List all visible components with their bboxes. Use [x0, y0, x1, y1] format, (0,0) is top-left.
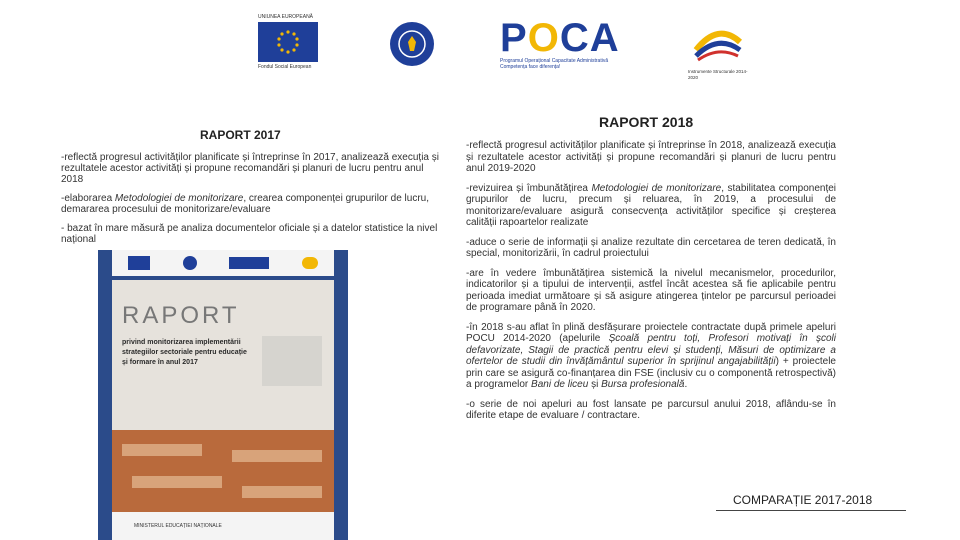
poca-slogan: Competența face diferența! [500, 64, 561, 70]
structural-instruments-caption: Instrumente Structurale 2014-2020 [688, 69, 748, 80]
report-2018-point-5: -în 2018 s-au aflat în plină desfășurare proiectele contractate după primele apeluri POCU 2014-2020 (apelurile Școală pentru toți, Profesori motivați în școli defavorizate, Stagii de practică pentru elevi și studenți, Măsuri de optimizare a ofertelor de studii din învățământul superior în sprijinul angajabilității) + proiectele prin care se asigură co-finanțarea din FSE (inclusiv cu o componentă retrospectivă) a programelor Bani de liceu și Bursa profesională. [466, 321, 836, 390]
report-2018-point-3: -aduce o serie de informații și analize rezultate din cercetarea de teren dedicată, în special, monitorizării, în cadrul proiectului [466, 236, 836, 259]
footer-divider [716, 510, 906, 511]
report-2017-point-3: - bazat în mare măsură pe analiza documentelor oficiale și a datelor statistice la nivel național [61, 223, 438, 245]
poca-letters-ca: CA [559, 16, 620, 60]
romanian-government-seal-logo [390, 22, 434, 66]
eu-flag-logo [258, 22, 318, 62]
report-2017-cover-photo [98, 250, 348, 540]
cover-board-image [262, 336, 322, 386]
poca-logo [500, 18, 630, 78]
report-2018-point-4: -are în vedere îmbunătățirea sistemică la nivelul mecanismelor, procedurilor, indicatorilor și a tipului de intervenții, astfel încât acestea să fie aplicabile pentru perioada imediat următoare și să asigure atingerea țintelor pe parcursul perioadei de programare până în 2020. [466, 267, 836, 313]
title-raport-2018: RAPORT 2018 [599, 114, 694, 130]
cover-classroom-image [112, 430, 334, 512]
eu-caption: UNIUNEA EUROPEANĂ [258, 14, 314, 20]
title-raport-2017: RAPORT 2017 [200, 128, 281, 142]
structural-mini-icon [302, 257, 318, 269]
cover-title-panel [112, 280, 334, 430]
seal-icon [183, 256, 197, 270]
report-2018-point-2: -revizuirea și îmbunătățirea Metodologiei de monitorizare, stabilitatea componenței grupurilor de lucru, precum și reluarea, în 2019, a procesului de monitorizare/evaluare asigură consecvența activităților specifice și creșterea calității rapoartelor realizate [466, 182, 837, 228]
cover-logo-strip [112, 250, 334, 276]
desk-shape [232, 450, 322, 462]
report-2018-point-6: -o serie de noi apeluri au fost lansate pe parcursul anului 2018, aflându-se în diferite etape de evaluare / contractare. [466, 398, 836, 421]
eu-flag-icon [128, 256, 150, 270]
report-2018-point-1: -reflectă progresul activităților planificate și întreprinse în 2018, analizează execuția și rezultatele acestor activități și propune recomandări și planuri de lucru pentru anul 2019-2020 [466, 140, 836, 174]
report-2017-point-2: -elaborarea Metodologiei de monitorizare, crearea componenței grupurilor de lucru, demararea procesului de monitorizare/evaluare [61, 193, 429, 215]
logo-bar [250, 14, 750, 82]
poca-letter-p: P [500, 16, 528, 60]
eu-fund-caption: Fondul Social European [258, 64, 312, 70]
report-2017-column [61, 152, 439, 253]
desk-shape [132, 476, 222, 488]
cover-heading: RAPORT [122, 302, 240, 329]
structural-instruments-logo [688, 20, 748, 80]
cover-footer: MINISTERUL EDUCAȚIEI NAȚIONALE [112, 512, 334, 540]
report-2017-point-1: -reflectă progresul activităților planificate și întreprinse în 2017, analizează execuția și rezultatele acestor activități și propune recomandări și planuri de lucru pentru anul 2018 [61, 152, 439, 185]
desk-shape [242, 486, 322, 498]
cover-subtitle: privind monitorizarea implementării strategiilor sectoriale pentru educație și formare în anul 2017 [122, 339, 247, 366]
poca-mini-icon [229, 257, 269, 269]
desk-shape [122, 444, 202, 456]
comparison-footer-label: COMPARAȚIE 2017-2018 [733, 493, 873, 507]
poca-subtitle: Programul Operațional Capacitate Administrativă [500, 58, 609, 64]
report-2018-column [466, 140, 836, 430]
poca-letter-o: O [527, 16, 560, 60]
